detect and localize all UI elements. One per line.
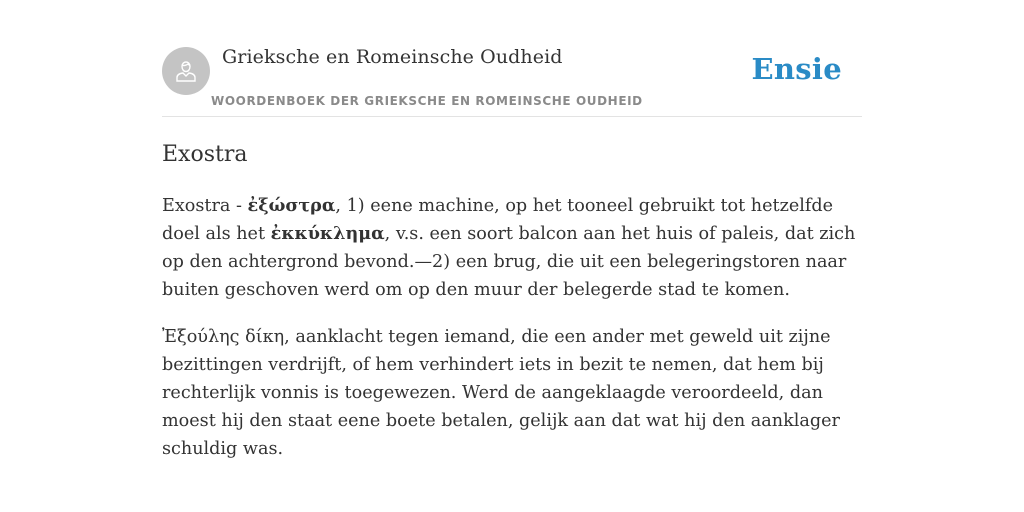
paragraph-text: Exostra - [162,196,248,216]
paragraph-text: , 1) eene machine, op het tooneel gebruikt tot hetzelfde doel als het [162,196,834,244]
entry-term: Exostra [162,142,248,167]
paragraph-text: , v.s. een soort balcon aan het huis of paleis, dat zich op den achtergrond bevond.—2) een brug, die uit een belegeringstoren naar buiten geschoven werd om op den muur der belegerde stad te komen. [162,224,856,300]
site-header [162,44,862,117]
site-title[interactable]: Grieksche en Romeinsche Oudheid [222,46,563,68]
entry-paragraph-2: Ἐξούλης δίκη, aanklacht tegen iemand, die een ander met geweld uit zijne bezittingen verdrijft, of hem verhindert iets in bezit te nemen, dat hem bij rechterlijk vonnis is toegewezen. Werd de aangeklaagde veroordeeld, dan moest hij den staat eene boete betalen, gelijk aan dat wat hij den aanklager schuldig was. [162,327,840,459]
entry-content [162,138,866,482]
avatar[interactable] [162,47,210,95]
entry-paragraph-1 [162,192,866,304]
user-silhouette-icon [173,58,199,84]
greek-term: ἐξώστρα [247,195,336,216]
greek-term: ἐκκύκλημα [270,223,385,244]
site-subtitle: WOORDENBOEK DER GRIEKSCHE EN ROMEINSCHE OUDHEID [211,94,643,108]
brand-logo[interactable]: Ensie [751,52,842,86]
